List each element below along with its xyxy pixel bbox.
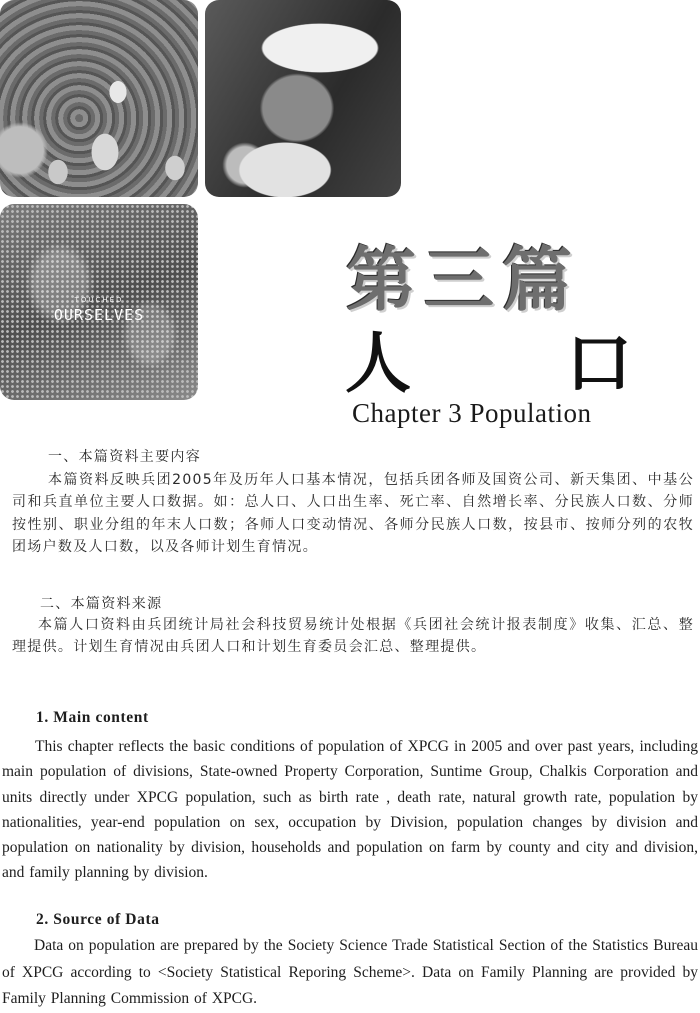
zh-heading-main-content: 一、本篇资料主要内容	[48, 449, 201, 465]
en-heading-main-content: 1. Main content	[36, 709, 149, 726]
touched-ourselves-photo	[0, 204, 198, 400]
chapter-title-zh-second: 口	[566, 325, 632, 402]
crowd-photo	[0, 0, 198, 197]
chapter-title-zh-first: 人	[345, 325, 411, 402]
en-heading-data-source: 2. Source of Data	[36, 911, 160, 928]
photo-caption-big: OURSELVES	[53, 306, 145, 324]
photo-caption-small: TOUCHED	[74, 296, 124, 304]
zh-paragraph-main-content: 本篇资料反映兵团2005年及历年人口基本情况，包括兵团各师及国资公司、新天集团、中基公司和兵直单位主要人口数据。如：总人口、人口出生率、死亡率、自然增长率、分民族人口数、分师按性别、职业分组的年末人口数；各师人口变动情况、各师分民族人口数，按县市、按师分列的农牧团场户数及人口数，以及各师计划生育情况。	[12, 472, 694, 555]
chapter-title-en: Chapter 3 Population	[352, 398, 592, 428]
zh-heading-data-source: 二、本篇资料来源	[40, 596, 163, 612]
chapter-number-zh: 第三篇	[346, 239, 580, 321]
baby-photo	[205, 0, 401, 197]
en-paragraph-data-source: Data on population are prepared by the Society Science Trade Statistical Section of the Statistics Bureau of XPCG according to <Society Statistical Reporing Scheme>. Data on Family Planning are provided by Family Planning Commission of XPCG.	[2, 937, 698, 1007]
en-paragraph-main-content: This chapter reflects the basic conditions of population of XPCG in 2005 and over past years, including main population of divisions, State-owned Property Corporation, Suntime Group, Chalkis Corporation and units directly under XPCG population, such as birth rate , death rate, natural growth rate, population by nationalities, year-end population on sex, occupation by Division, population changes by division and population on nationality by division, households and population on farm by county and city and division, and family planning by division.	[2, 738, 698, 882]
zh-paragraph-data-source: 本篇人口资料由兵团统计局社会科技贸易统计处根据《兵团社会统计报表制度》收集、汇总、整理提供。计划生育情况由兵团人口和计划生育委员会汇总、整理提供。	[12, 617, 694, 656]
